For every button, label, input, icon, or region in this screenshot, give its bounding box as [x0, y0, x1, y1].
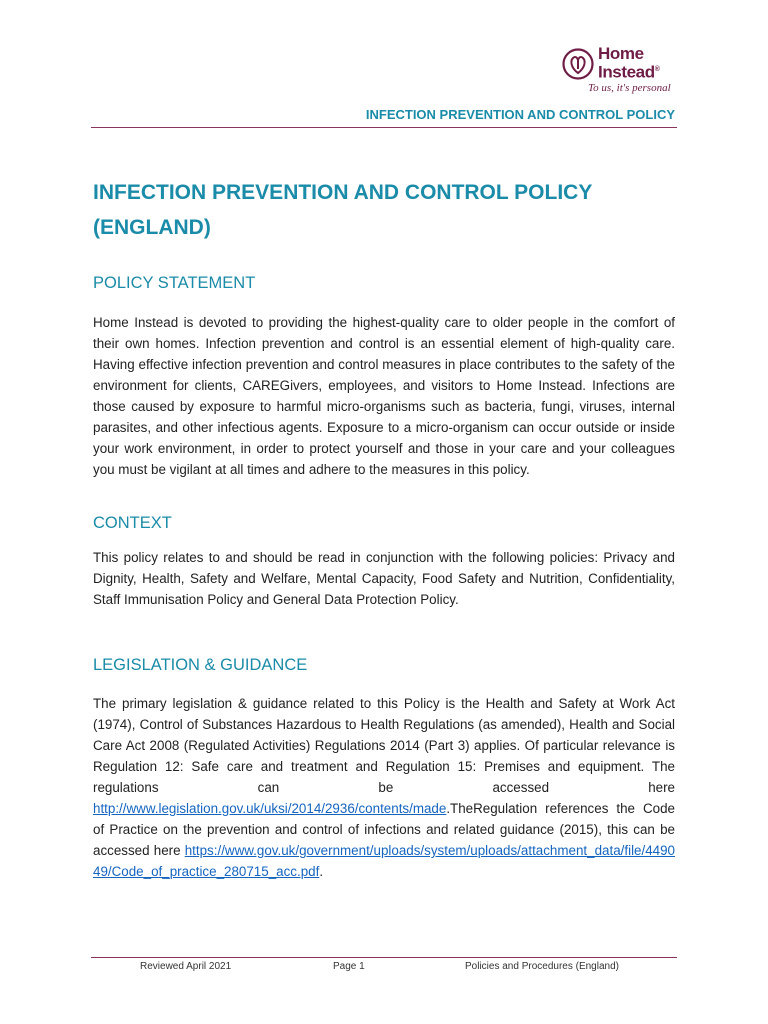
- legislation-text-part-1: The primary legislation & guidance related to this Policy is the Health and Safety at Work Act (1974), Control of Substances Hazardous to Health Regulations (as amended), Health and Social Care Act 2008 (Regulated Activities) Regulations 2014 (Part 3) applies. Of particular relevance is Regulation 12: Safe care and treatment and Regulation 15: Premises and equipment. The regulations can be accessed here: [93, 696, 675, 795]
- logo-line-2: Instead®: [598, 62, 660, 82]
- section-heading-context: CONTEXT: [93, 514, 172, 532]
- footer-divider: [91, 957, 677, 958]
- legislation-text-part-3: .: [319, 864, 324, 879]
- document-title: INFECTION PREVENTION AND CONTROL POLICY (ENGLAND): [93, 181, 592, 239]
- header-divider: [91, 127, 677, 128]
- footer-collection-name: Policies and Procedures (England): [465, 961, 619, 972]
- context-text: This policy relates to and should be read in conjunction with the following policies: Privacy and Dignity, Health, Safety and Welfare, Mental Capacity, Food Safety and Nutrition, Confidentiality, Staff Immunisation Policy and General Data Protection Policy.: [93, 550, 675, 607]
- section-heading-legislation: LEGISLATION & GUIDANCE: [93, 656, 308, 674]
- legislation-text-part-2: .TheRegulation references the Code of Practice on the prevention and control of infections and related guidance (2015), this can be accessed here: [93, 801, 675, 858]
- legislation-text: [93, 693, 675, 882]
- policy-statement-text: Home Instead is devoted to providing the highest-quality care to older people in the comfort of their own homes. Infection prevention and control is an essential element of high-quality care. Having effective infection prevention and control measures in place contributes to the safety of the environment for clients, CAREGivers, employees, and visitors to Home Instead. Infections are those caused by exposure to harmful micro-organisms such as bacteria, fungi, viruses, internal parasites, and other infectious agents. Exposure to a micro-organism can occur outside or inside your work environment, in order to protect yourself and those in your care and your colleagues you must be vigilant at all times and adhere to the measures in this policy.: [93, 315, 675, 477]
- flower-heart-icon: [562, 48, 594, 80]
- legislation-link[interactable]: http://www.legislation.gov.uk/uksi/2014/2936/contents/made: [93, 801, 447, 816]
- section-heading-policy-statement: POLICY STATEMENT: [93, 274, 256, 292]
- logo-wordmark: [598, 46, 659, 81]
- brand-logo: [562, 46, 678, 98]
- logo-tagline: To us, it's personal: [588, 82, 671, 94]
- registered-mark: ®: [654, 66, 660, 73]
- logo-line-1: Home: [598, 44, 644, 63]
- code-of-practice-link[interactable]: https://www.gov.uk/government/uploads/system/uploads/attachment_data/file/449049/Code_of_practice_280715_acc.pdf: [93, 843, 675, 879]
- running-header-title: INFECTION PREVENTION AND CONTROL POLICY: [365, 107, 675, 122]
- footer-reviewed-date: Reviewed April 2021: [140, 961, 232, 972]
- footer-page-number: Page 1: [333, 961, 365, 972]
